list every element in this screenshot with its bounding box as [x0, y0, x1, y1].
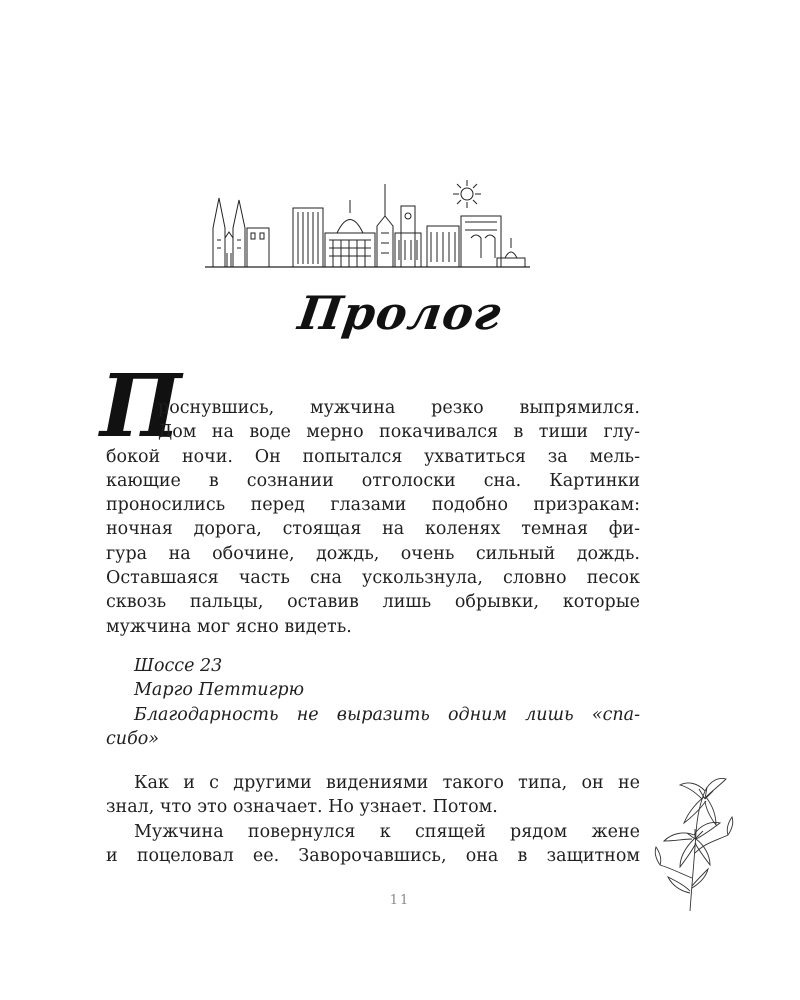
paragraph-2: [106, 771, 640, 868]
drop-cap-letter: П: [100, 356, 182, 457]
text-line: Оставшаяся часть сна ускользнула, словно песок: [106, 568, 640, 589]
note-line: Марго Петтигрю: [134, 680, 305, 701]
text-line: и поцеловал ее. Заворочавшись, она в защитном: [106, 845, 640, 866]
text-line: сквозь пальцы, оставив лишь обрывки, которые: [106, 592, 640, 613]
italic-note: [106, 654, 640, 751]
text-line: знал, что это означает. Но узнает. Потом.: [106, 797, 498, 818]
text-line: Как и с другими видениями такого типа, он не: [134, 773, 640, 793]
page-number: 11: [389, 893, 411, 908]
note-line: сибо»: [106, 728, 159, 749]
text-line: мужчина мог ясно видеть.: [106, 616, 352, 637]
note-line: Благодарность не выразить одним лишь «спа-: [134, 704, 640, 725]
text-line: гура на обочине, дождь, очень сильный дождь.: [106, 543, 640, 564]
city-skyline-illustration: [205, 178, 530, 270]
text-line: роснувшись, мужчина резко выпрямился.: [158, 398, 640, 418]
text-line: проносились перед глазами подобно призракам:: [106, 495, 640, 516]
note-line: Шоссе 23: [134, 656, 223, 676]
lily-flower-illustration: [650, 773, 740, 913]
text-line: Мужчина повернулся к спящей рядом жене: [134, 821, 640, 842]
chapter-title: Пролог: [294, 286, 506, 340]
paragraph-1: [106, 396, 640, 639]
text-line: бокой ночи. Он попытался ухватиться за мель-: [106, 446, 640, 467]
text-line: ночная дорога, стоящая на коленях темная фи-: [106, 519, 640, 540]
text-line: Дом на воде мерно покачивался в тиши глу-: [158, 422, 640, 443]
text-line: кающие в сознании отголоски сна. Картинки: [106, 470, 640, 491]
